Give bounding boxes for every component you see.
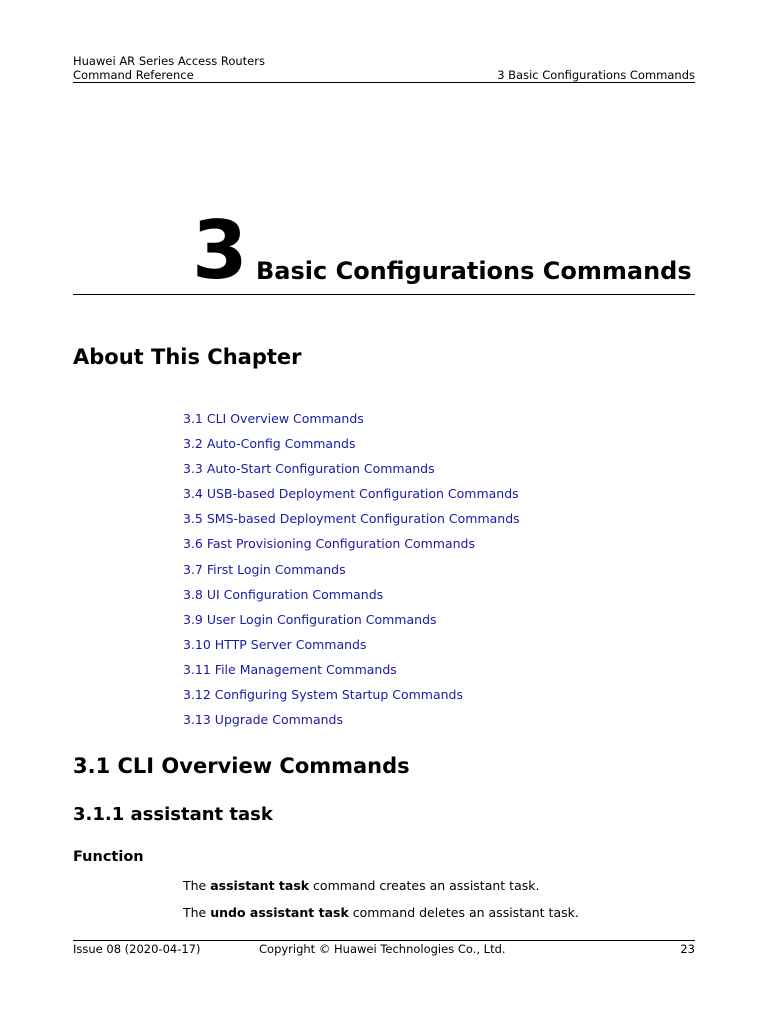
para-text: The — [183, 905, 211, 920]
toc-link-3-10[interactable]: 3.10 HTTP Server Commands — [183, 636, 367, 652]
footer-issue: Issue 08 (2020-04-17) — [73, 942, 201, 956]
toc-item — [183, 459, 520, 484]
chapter-rule — [73, 294, 695, 295]
toc-link-3-13[interactable]: 3.13 Upgrade Commands — [183, 712, 343, 728]
toc-item — [183, 560, 520, 585]
toc-link-3-2[interactable]: 3.2 Auto-Config Commands — [183, 436, 356, 452]
function-paragraph-delete — [183, 904, 579, 922]
toc-item — [183, 610, 520, 635]
toc-link-3-12[interactable]: 3.12 Configuring System Startup Commands — [183, 687, 463, 703]
toc-link-3-4[interactable]: 3.4 USB-based Deployment Configuration Commands — [183, 486, 519, 502]
toc-item — [183, 660, 520, 685]
toc-link-3-7[interactable]: 3.7 First Login Commands — [183, 561, 346, 577]
toc-item — [183, 685, 520, 710]
toc-link-3-3[interactable]: 3.3 Auto-Start Configuration Commands — [183, 461, 435, 477]
header-rule — [73, 82, 695, 83]
header-product: Huawei AR Series Access Routers — [73, 54, 265, 68]
toc-item — [183, 484, 520, 509]
chapter-title: Basic Configurations Commands — [256, 257, 692, 285]
toc-link-3-9[interactable]: 3.9 User Login Configuration Commands — [183, 611, 437, 627]
command-name: undo assistant task — [210, 905, 349, 920]
toc-link-3-11[interactable]: 3.11 File Management Commands — [183, 661, 397, 677]
toc-link-3-5[interactable]: 3.5 SMS-based Deployment Configuration Commands — [183, 511, 520, 527]
chapter-number: 3 — [192, 204, 248, 297]
footer-rule — [73, 940, 695, 941]
toc-link-3-1[interactable]: 3.1 CLI Overview Commands — [183, 411, 364, 426]
footer-copyright: Copyright © Huawei Technologies Co., Ltd. — [259, 942, 506, 956]
toc-item — [183, 534, 520, 559]
function-heading: Function — [73, 849, 144, 865]
about-heading: About This Chapter — [73, 345, 302, 369]
toc-item — [183, 585, 520, 610]
header-chapter: 3 Basic Configurations Commands — [497, 68, 695, 82]
running-header-left — [73, 54, 265, 82]
toc-item — [183, 434, 520, 459]
toc-item — [183, 635, 520, 660]
toc-item — [183, 409, 520, 434]
header-doc-title: Command Reference — [73, 68, 194, 82]
toc-item — [183, 509, 520, 534]
para-text: command deletes an assistant task. — [348, 905, 579, 920]
para-text: command creates an assistant task. — [309, 878, 540, 893]
para-text: The — [183, 878, 211, 893]
subsection-title: 3.1.1 assistant task — [73, 804, 273, 825]
toc-link-3-6[interactable]: 3.6 Fast Provisioning Configuration Commands — [183, 536, 476, 552]
function-paragraph-create — [183, 877, 539, 895]
page-number: 23 — [680, 942, 695, 956]
toc-item — [183, 710, 520, 735]
toc-link-3-8[interactable]: 3.8 UI Configuration Commands — [183, 586, 384, 602]
chapter-toc — [183, 409, 520, 735]
section-title: 3.1 CLI Overview Commands — [73, 754, 410, 778]
command-name: assistant task — [210, 878, 310, 893]
